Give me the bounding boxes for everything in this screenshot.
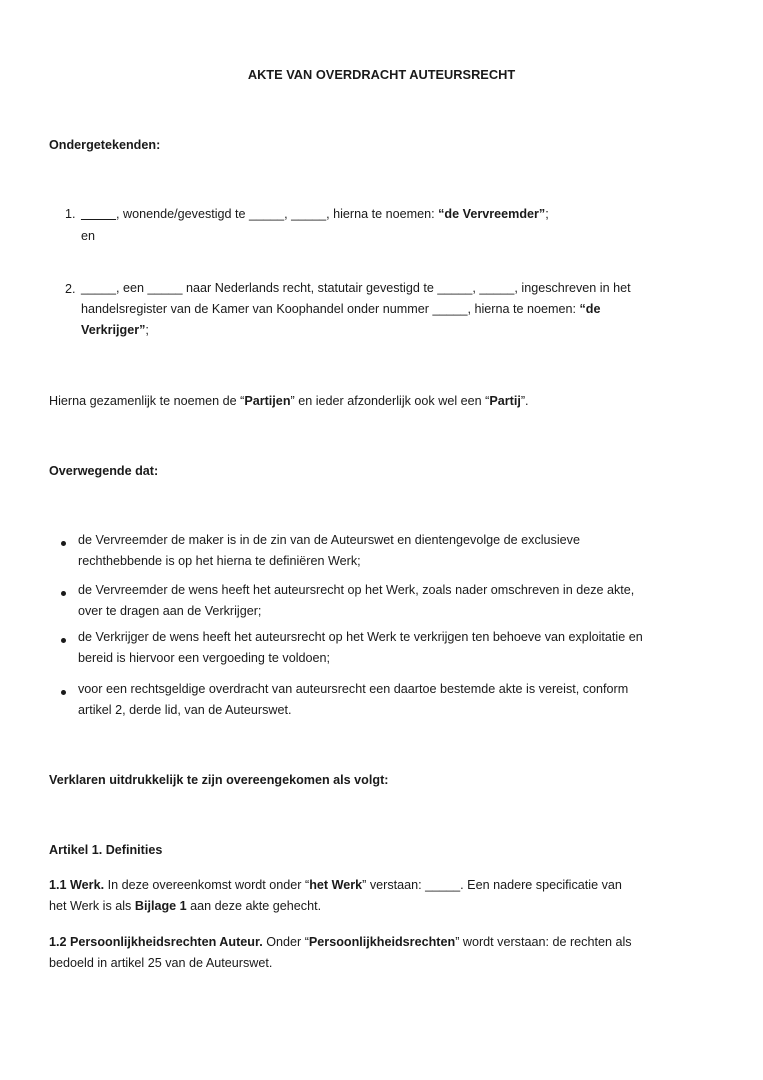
article-1-heading: Artikel 1. Definities [49, 843, 163, 857]
annex-reference: Bijlage 1 [134, 899, 187, 913]
definition-1-2-label: 1.2 Persoonlijkheidsrechten Auteur. [49, 935, 263, 949]
party-2-line-2: handelsregister van de Kamer van Koophandel onder nummer _____, hierna te noemen: “de [81, 302, 601, 316]
party-1-and: en [81, 229, 96, 243]
document-title: AKTE VAN OVERDRACHT AUTEURSRECHT [247, 67, 516, 82]
party-2-term-end: Verkrijger” [81, 323, 146, 337]
joint-definition: Hierna gezamenlijk te noemen de “Partijen” en ieder afzonderlijk ook wel een “Partij”. [49, 394, 529, 408]
bullet-icon [61, 690, 66, 695]
bullet-icon [61, 638, 66, 643]
agreement-heading: Verklaren uitdrukkelijk te zijn overeengekomen als volgt: [49, 773, 389, 787]
party-1-name-blank: _____ [81, 207, 117, 221]
party-2-term-start: “de [579, 302, 601, 316]
definition-1-1-label: 1.1 Werk. [49, 878, 105, 892]
party-2-number: 2. [65, 282, 76, 296]
party-1-number: 1. [65, 207, 76, 221]
whereas-heading: Overwegende dat: [49, 464, 159, 478]
party-2-line-3: Verkrijger”; [81, 323, 149, 337]
bullet-icon [61, 541, 66, 546]
definition-1-2-term: Persoonlijkheidsrechten [308, 935, 456, 949]
parties-heading: Ondergetekenden: [49, 138, 161, 152]
definition-1-1-term: het Werk [309, 878, 363, 892]
party-1-line-1: _____, wonende/gevestigd te _____, _____, hierna te noemen: “de Vervreemder”; [81, 207, 549, 221]
bullet-icon [61, 591, 66, 596]
party-2-line-1: _____, een _____ naar Nederlands recht, statutair gevestigd te _____, _____, ingeschreven in het [81, 281, 631, 295]
document-page: AKTE VAN OVERDRACHT AUTEURSRECHT Ondergetekenden: 1. _____, wonende/gevestigd te _____, _____, hierna te noemen: “de Vervreemder”; en 2. _____, een _____ naar Nederlands recht, statutair gevestigd te _____, _____, ingeschreven in het handelsregister van de Kamer van Koophandel onder nummer _____, hierna te noemen: “de Verkrijger”; Hierna gezamenlijk te noemen de “Partijen” en ieder afzonderlijk ook wel een “Partij”. Overwegende dat: de Vervreemder de maker is in de zin van de Auteurswet en dientengevolge de exclusieve rechthebbende is op het hierna te definiëren Werk; de Vervreemder de wens heeft het auteursrecht op het Werk, zoals nader omschreven in deze akte, over te dragen aan de Verkrijger; de Verkrijger de wens heeft het auteursrecht op het Werk te verkrijgen ten behoeve van exploitatie en bereid is hiervoor een vergoeding te voldoen; voor een rechtsgeldige overdracht van auteursrecht een daartoe bestemde akte is vereist, conform artikel 2, derde lid, van de Auteurswet. Verklaren uitdrukkelijk te zijn overeengekomen als volgt: Artikel 1. Definities 1.1 Werk. In deze overeenkomst wordt onder “het Werk” verstaan: _____. Een nadere specificatie van het Werk is als Bijlage 1 aan deze akte gehecht. 1.2 Persoonlijkheidsrechten Auteur. Onder “Persoonlijkheidsrechten” wordt verstaan: de rechten als bedoeld in artikel 25 van de Auteurswet. [0, 0, 763, 1080]
party-1-term: “de Vervreemder” [438, 207, 546, 221]
